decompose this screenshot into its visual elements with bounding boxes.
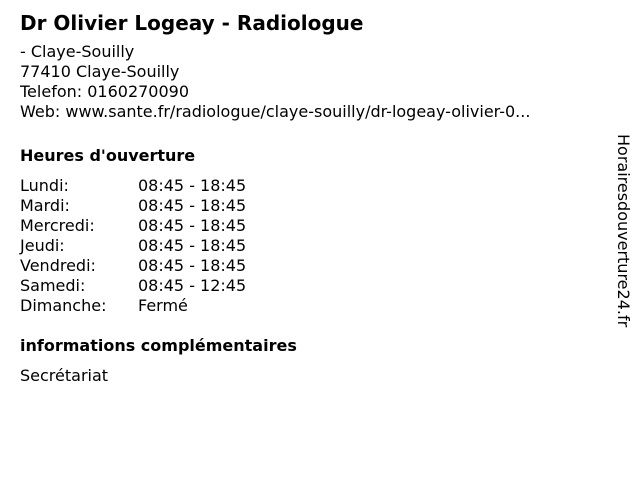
hours-row-sunday xyxy=(20,296,600,316)
hours-heading: Heures d'ouverture xyxy=(20,146,196,165)
hours-row-thursday xyxy=(20,236,600,256)
day-label: Samedi: xyxy=(20,276,86,295)
day-label: Jeudi: xyxy=(20,236,65,255)
time-value: Fermé xyxy=(138,296,188,315)
time-value: 08:45 - 12:45 xyxy=(138,276,247,295)
site-watermark: Horairesdouverture24.fr xyxy=(614,134,633,328)
hours-row-friday xyxy=(20,256,600,276)
hours-row-saturday xyxy=(20,276,600,296)
day-label: Dimanche: xyxy=(20,296,107,315)
phone-line: Telefon: 0160270090 xyxy=(20,82,190,101)
business-card xyxy=(20,10,600,386)
time-value: 08:45 - 18:45 xyxy=(138,256,247,275)
hours-row-tuesday xyxy=(20,196,600,216)
time-value: 08:45 - 18:45 xyxy=(138,176,247,195)
info-heading: informations complémentaires xyxy=(20,336,297,355)
day-label: Mardi: xyxy=(20,196,70,215)
street-line: - Claye-Souilly xyxy=(20,42,135,61)
day-label: Lundi: xyxy=(20,176,69,195)
time-value: 08:45 - 18:45 xyxy=(138,216,247,235)
address-block xyxy=(20,42,600,122)
web-link[interactable]: Web: www.sante.fr/radiologue/claye-souilly/dr-logeay-olivier-0... xyxy=(20,102,531,121)
hours-row-monday xyxy=(20,176,600,196)
day-label: Vendredi: xyxy=(20,256,96,275)
page-title: Dr Olivier Logeay - Radiologue xyxy=(20,11,364,35)
info-text: Secrétariat xyxy=(20,366,109,385)
time-value: 08:45 - 18:45 xyxy=(138,236,247,255)
hours-table xyxy=(20,176,600,316)
time-value: 08:45 - 18:45 xyxy=(138,196,247,215)
day-label: Mercredi: xyxy=(20,216,95,235)
city-line: 77410 Claye-Souilly xyxy=(20,62,180,81)
hours-row-wednesday xyxy=(20,216,600,236)
